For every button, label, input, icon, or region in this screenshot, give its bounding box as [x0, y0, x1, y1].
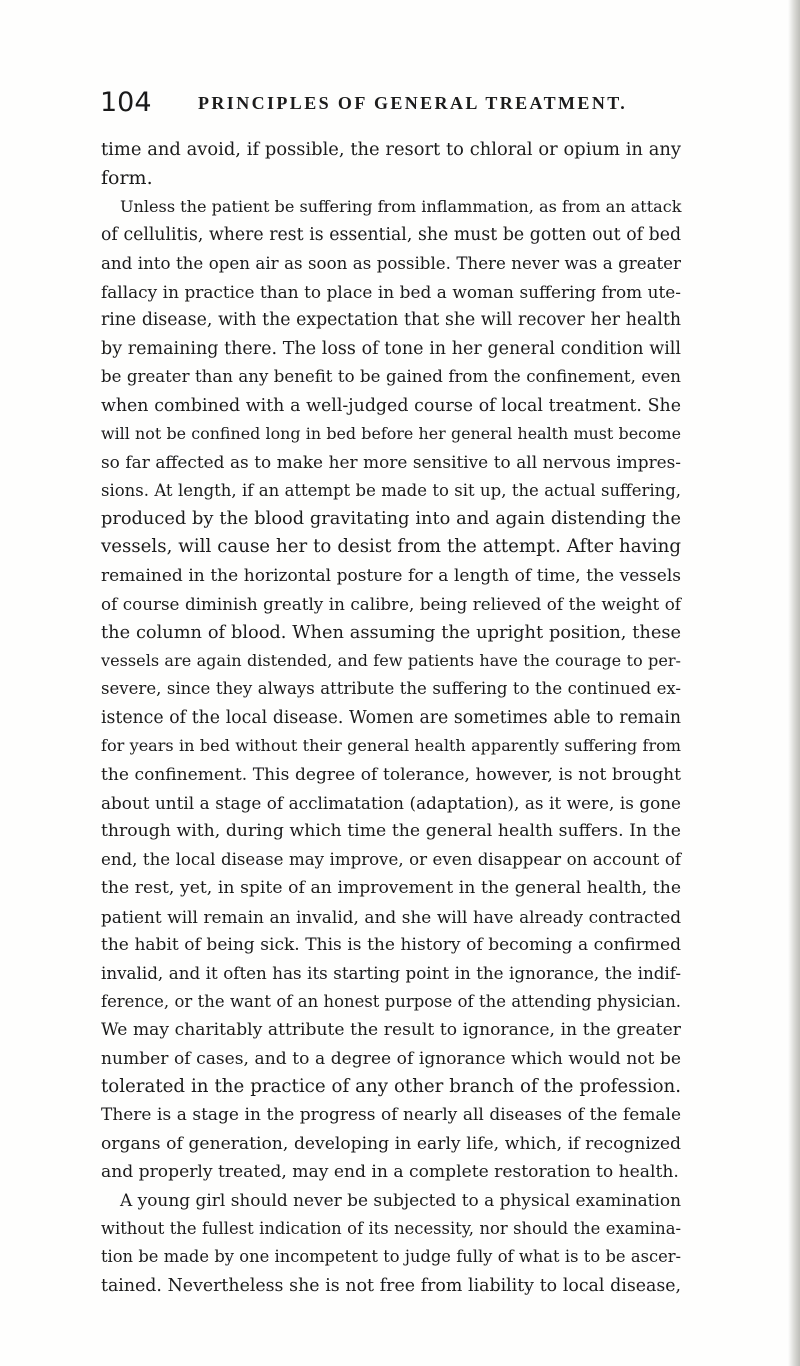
text-line: invalid, and it often has its starting point in the ignorance, the indif- [101, 963, 681, 984]
text-line: vessels, will cause her to desist from the attempt. After having [101, 536, 681, 558]
page-number: 104 [100, 87, 152, 118]
text-line: patient will remain an invalid, and she will have already contracted [101, 906, 681, 927]
text-line: form. [101, 167, 153, 190]
text-line: ference, or the want of an honest purpose of the attending physician. [101, 991, 681, 1011]
text-line: of cellulitis, where rest is essential, she must be gotten out of bed [101, 225, 681, 246]
text-line: about until a stage of acclimatation (adaptation), as it were, is gone [101, 792, 681, 813]
text-line: tained. Nevertheless she is not free from liability to local disease, [101, 1275, 681, 1296]
text-line: tolerated in the practice of any other branch of the profession. [101, 1075, 681, 1097]
text-line: rine disease, with the expectation that she will recover her health [101, 310, 681, 331]
text-line: and into the open air as soon as possible. There never was a greater [101, 253, 681, 273]
text-line: through with, during which time the general health suffers. In the [101, 821, 681, 842]
text-line: istence of the local disease. Women are sometimes able to remain [101, 707, 681, 728]
text-line: will not be confined long in bed before her general health must become [101, 423, 681, 443]
text-line: number of cases, and to a degree of ignorance which would not be [101, 1048, 681, 1069]
text-line: We may charitably attribute the result to ignorance, in the greater [101, 1020, 681, 1041]
text-line: produced by the blood gravitating into and again distending the [101, 509, 681, 530]
text-line: and properly treated, may end in a complete restoration to health. [101, 1162, 679, 1183]
text-line: the habit of being sick. This is the history of becoming a confirmed [101, 934, 681, 955]
page-edge-shadow [788, 0, 800, 1366]
text-line: Unless the patient be suffering from inflammation, as from an attack [120, 196, 682, 216]
running-head [100, 86, 680, 120]
text-line: without the fullest indication of its necessity, nor should the examina- [101, 1218, 681, 1238]
text-line: There is a stage in the progress of nearly all diseases of the female [101, 1105, 681, 1126]
text-line: remained in the horizontal posture for a length of time, the vessels [101, 565, 681, 586]
text-line: of course diminish greatly in calibre, being relieved of the weight of [101, 594, 681, 615]
text-line: the column of blood. When assuming the upright position, these [101, 622, 681, 643]
running-head-title: PRINCIPLES OF GENERAL TREATMENT. [198, 93, 628, 113]
text-line: by remaining there. The loss of tone in her general condition will [101, 338, 681, 359]
text-line: for years in bed without their general health apparently suffering from [101, 736, 681, 756]
text-line: vessels are again distended, and few patients have the courage to per- [101, 651, 681, 671]
text-line: when combined with a well-judged course of local treatment. She [101, 395, 681, 416]
text-line: so far affected as to make her more sensitive to all nervous impres- [101, 452, 681, 473]
text-line: be greater than any benefit to be gained from the confinement, even [101, 367, 681, 387]
text-line: tion be made by one incompetent to judge fully of what is to be ascer- [101, 1247, 681, 1267]
text-line: the rest, yet, in spite of an improvement in the general health, the [101, 878, 681, 899]
text-line: fallacy in practice than to place in bed a woman suffering from ute- [101, 281, 681, 302]
text-line: end, the local disease may improve, or even disappear on account of [101, 849, 681, 869]
text-line: organs of generation, developing in early life, which, if recognized [101, 1133, 681, 1154]
text-line: severe, since they always attribute the suffering to the continued ex- [101, 679, 681, 699]
text-line: time and avoid, if possible, the resort to chloral or opium in any [101, 139, 681, 160]
text-line: sions. At length, if an attempt be made to sit up, the actual suffering, [101, 480, 681, 500]
text-line: the confinement. This degree of tolerance, however, is not brought [101, 764, 681, 785]
text-line: A young girl should never be subjected to a physical examination [120, 1190, 681, 1211]
body-text [101, 136, 681, 1300]
